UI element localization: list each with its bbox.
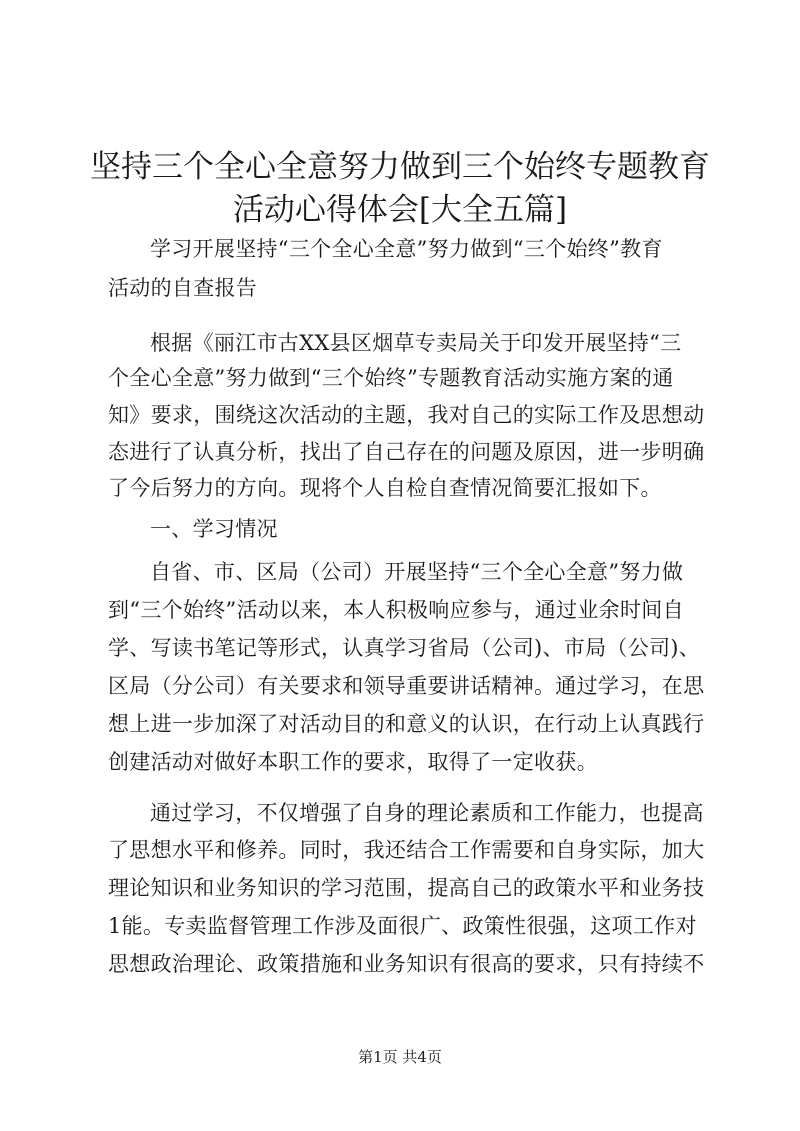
page-number: 第1页 共4页: [358, 1048, 442, 1066]
body-line: 根据《丽江市古XX县区烟草专卖局关于印发开展坚持“三: [150, 331, 682, 355]
body-line: 通过学习，不仅增强了自身的理论素质和工作能力，也提高: [150, 801, 704, 825]
body-line: 了今后努力的方向。现将个人自检自查情况简要汇报如下。: [108, 476, 662, 500]
body-line: 到“三个始终”活动以来，本人积极响应参与，通过业余时间自: [108, 598, 684, 622]
body-line: 知》要求，围绕这次活动的主题，我对自己的实际工作及思想动: [108, 403, 705, 427]
body-line: 态进行了认真分析，找出了自己存在的问题及原因，进一步明确: [108, 440, 705, 464]
body-line: 区局（分公司）有关要求和领导重要讲话精神。通过学习，在思: [108, 674, 705, 698]
document-title-line-1: 坚持三个全心全意努力做到三个始终专题教育: [90, 149, 710, 185]
body-line: 活动的自查报告: [108, 276, 258, 300]
section-heading: 一、学习情况: [150, 517, 278, 541]
body-line: 思想政治理论、政策措施和业务知识有很高的要求，只有持续不: [108, 952, 705, 976]
document-title-line-2: 活动心得体会[大全五篇]: [232, 192, 568, 228]
body-line: 创建活动对做好本职工作的要求，取得了一定收获。: [108, 750, 598, 774]
body-line: 理论知识和业务知识的学习范围，提高自己的政策水平和业务技: [108, 876, 705, 900]
body-line: 想上进一步加深了对活动目的和意义的认识，在行动上认真践行: [108, 712, 705, 736]
body-line: 1能。专卖监督管理工作涉及面很广、政策性很强，这项工作对: [108, 914, 697, 938]
body-line: 自省、市、区局（公司）开展坚持“三个全心全意”努力做: [150, 560, 684, 584]
body-line: 学、写读书笔记等形式，认真学习省局（公司)、市局（公司)、: [108, 636, 701, 660]
body-line: 学习开展坚持“三个全心全意”努力做到“三个始终”教育: [150, 237, 663, 261]
body-line: 了思想水平和修养。同时，我还结合工作需要和自身实际，加大: [108, 838, 705, 862]
body-line: 个全心全意”努力做到“三个始终”专题教育活动实施方案的通: [108, 366, 674, 390]
